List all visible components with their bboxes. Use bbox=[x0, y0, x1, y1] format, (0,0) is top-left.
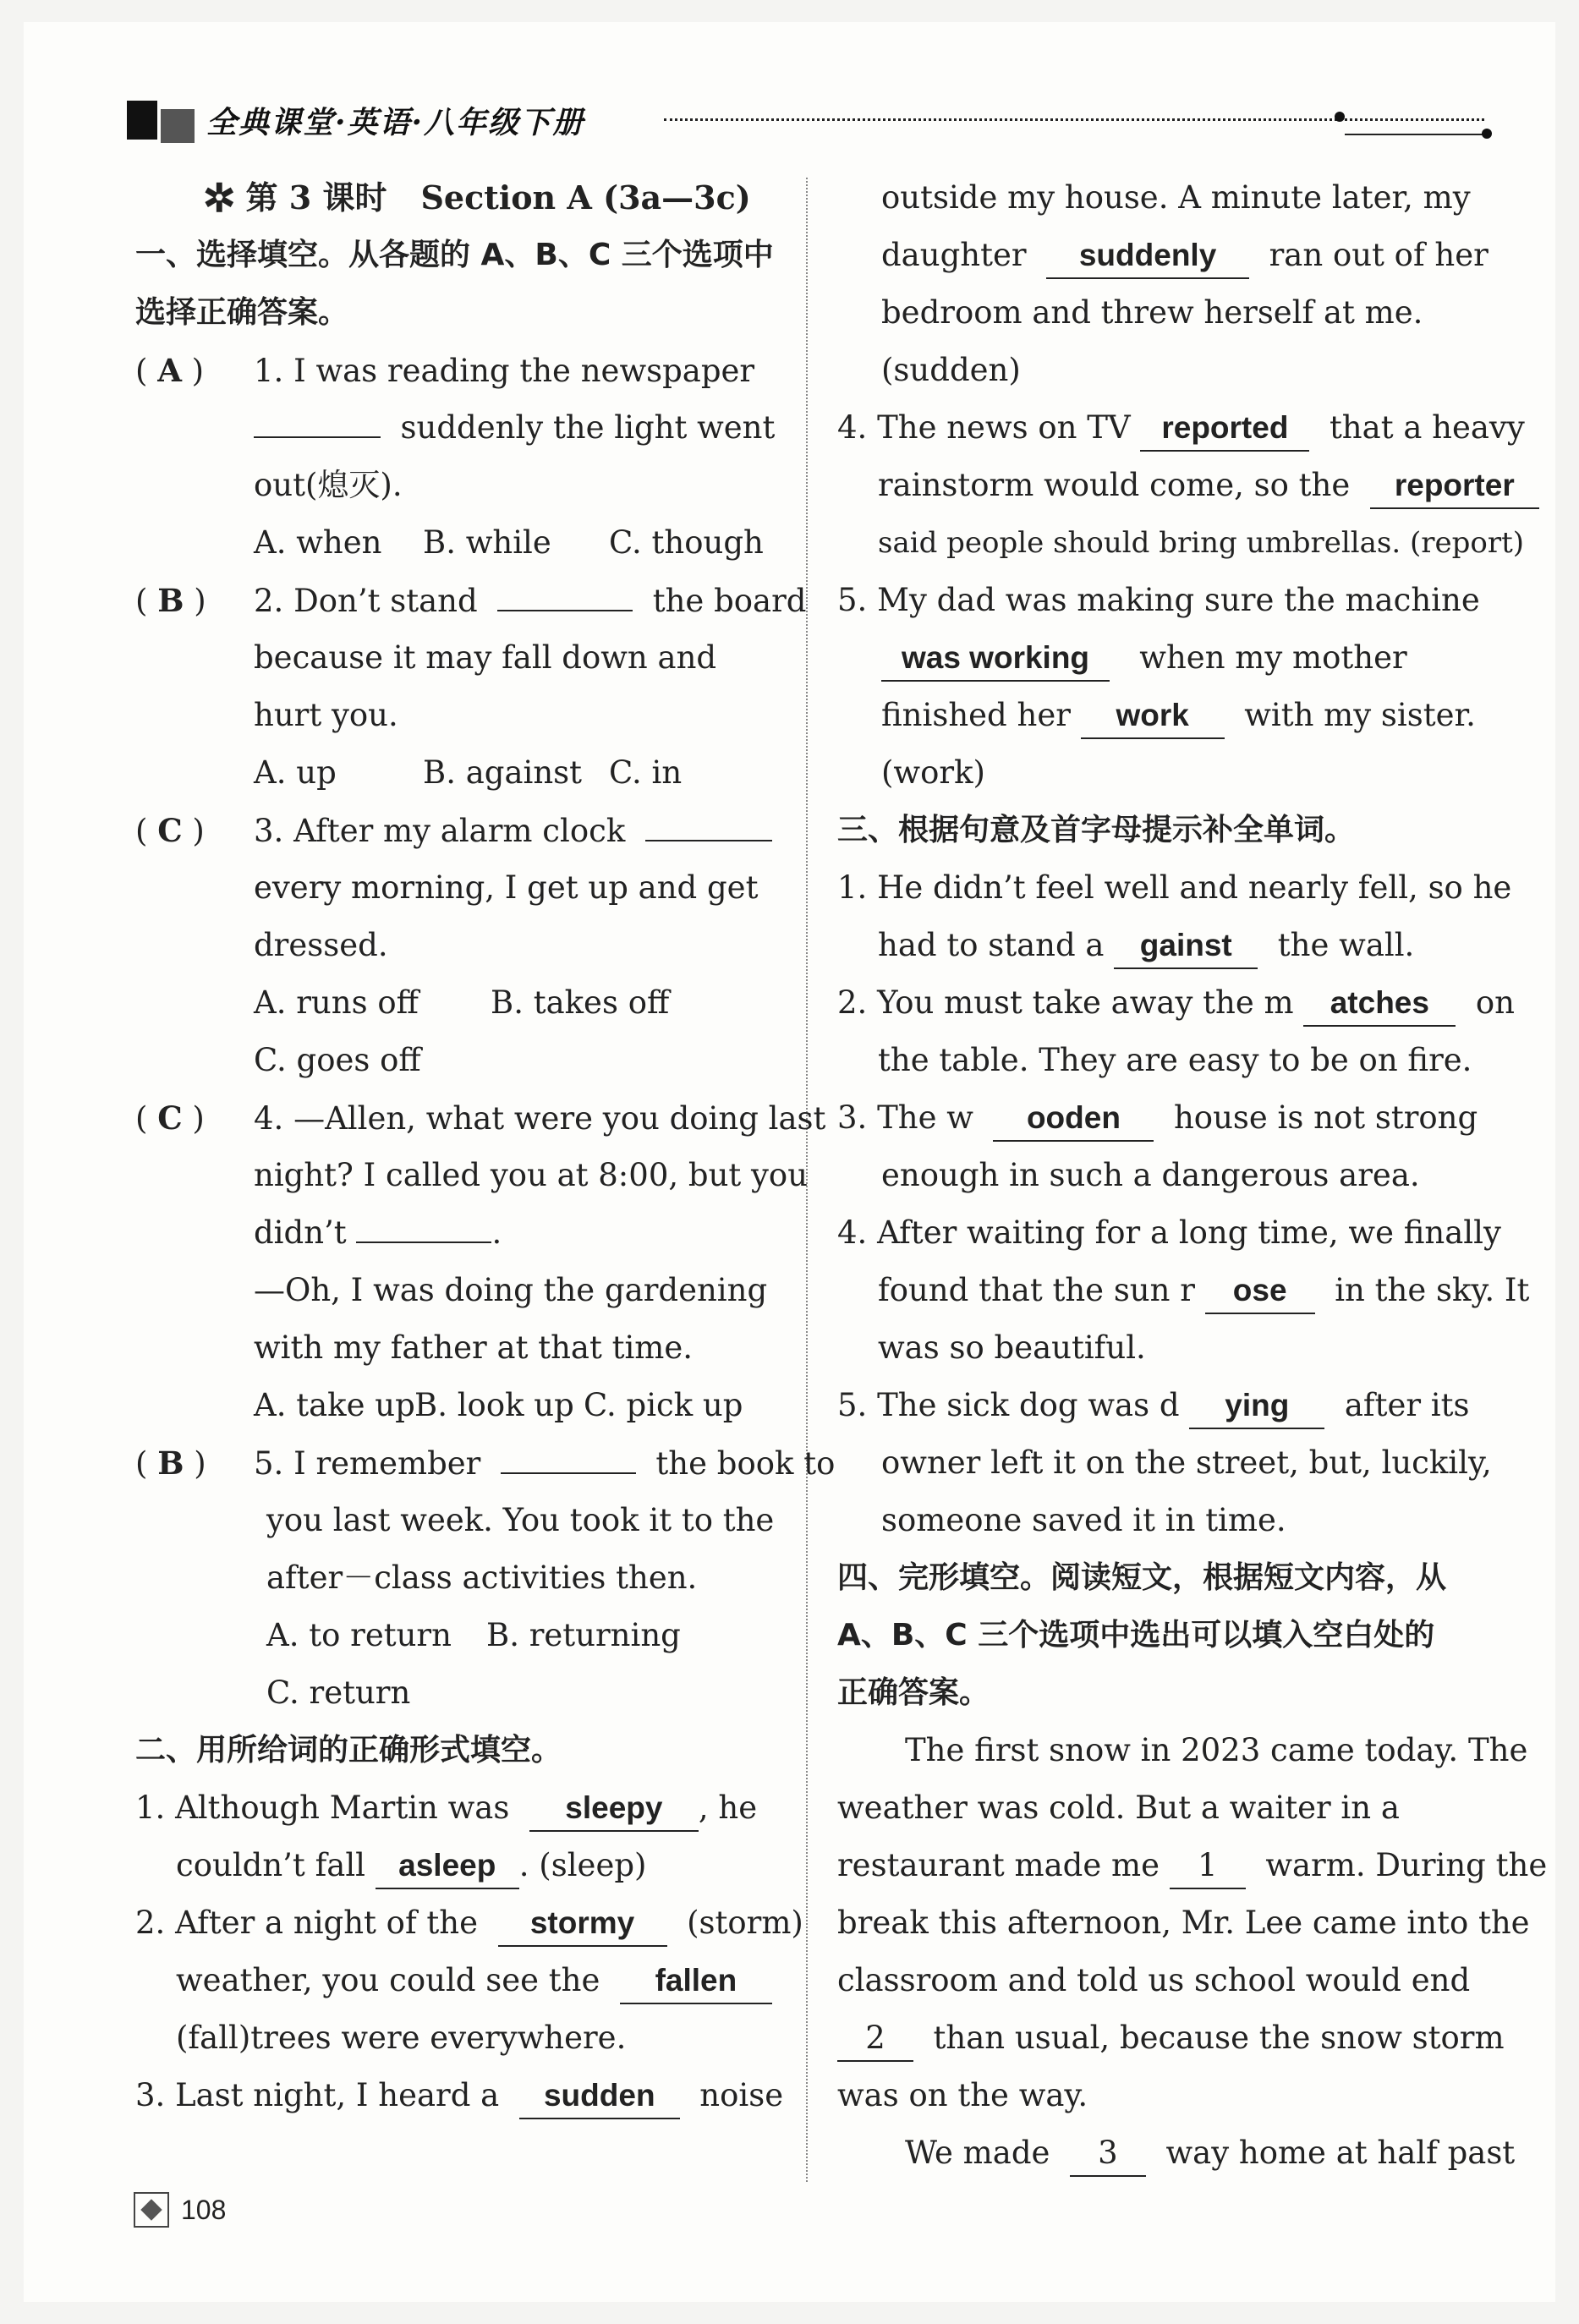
fill-question-4: 4. The news on TV reported that a heavy bbox=[837, 399, 1480, 457]
part1-title: 一、选择填空。从各题的 A、B、C 三个选项中 bbox=[135, 238, 774, 272]
passage-line: 2 than usual, because the snow storm bbox=[837, 2009, 1480, 2067]
mc-answer-5[interactable]: B bbox=[157, 1444, 184, 1482]
cloze-blank-3[interactable]: 3 bbox=[1070, 2131, 1146, 2177]
hint-question-2: 2. You must take away the m atches on bbox=[837, 974, 1480, 1032]
page-footer bbox=[134, 2192, 226, 2228]
passage-line: restaurant made me 1 warm. During the bbox=[837, 1837, 1480, 1894]
answer-fallen[interactable]: fallen bbox=[620, 1959, 772, 2004]
part1-title-2: 选择正确答案。 bbox=[135, 295, 349, 330]
cloze-blank-1[interactable]: 1 bbox=[1170, 1844, 1246, 1889]
answer-suddenly[interactable]: suddenly bbox=[1046, 233, 1249, 279]
answer-ooden[interactable]: ooden bbox=[993, 1096, 1154, 1142]
windmill-icon: ✲ bbox=[203, 175, 236, 221]
answer-stormy[interactable]: stormy bbox=[498, 1901, 667, 1947]
hint-question-3: 3. The w ooden house is not strong bbox=[837, 1089, 1480, 1147]
fill-question-3: 3. Last night, I heard a sudden noise bbox=[135, 2067, 778, 2124]
answer-blank[interactable] bbox=[254, 403, 381, 438]
answer-reporter[interactable]: reporter bbox=[1370, 463, 1539, 509]
answer-reported[interactable]: reported bbox=[1140, 406, 1309, 452]
hint-question-4: 4. After waiting for a long time, we finally bbox=[837, 1214, 1501, 1251]
mc-question-4: ( C ) 4. —Allen, what were you doing last bbox=[135, 1099, 826, 1137]
part3-title: 三、根据句意及首字母提示补全单词。 bbox=[837, 813, 1356, 847]
header-title: 全典课堂·英语·八年级下册 bbox=[206, 104, 585, 140]
diamond-icon bbox=[134, 2192, 169, 2228]
passage-line: break this afternoon, Mr. Lee came into the bbox=[837, 1905, 1530, 1941]
header-block-icon-secondary bbox=[161, 109, 195, 143]
answer-asleep[interactable]: asleep bbox=[376, 1844, 519, 1889]
answer-blank[interactable] bbox=[645, 806, 772, 841]
answer-was-working[interactable]: was working bbox=[881, 636, 1110, 682]
fill-question-5: 5. My dad was making sure the machine bbox=[837, 582, 1480, 618]
header-block-icon bbox=[127, 101, 157, 140]
mc-options-1: A. when B. while C. though bbox=[254, 524, 764, 561]
lesson-title bbox=[135, 169, 778, 227]
mc-question-5: ( B ) 5. I remember the book to bbox=[135, 1434, 778, 1492]
answer-blank[interactable] bbox=[497, 576, 633, 611]
mc-answer-2[interactable]: B bbox=[157, 582, 184, 619]
mc-answer-4[interactable]: C bbox=[157, 1099, 183, 1137]
mc-question-3: ( C ) 3. After my alarm clock bbox=[135, 802, 778, 859]
part4-title-2: A、B、C 三个选项中选出可以填入空白处的 bbox=[837, 1618, 1435, 1653]
part4-title-3: 正确答案。 bbox=[837, 1675, 990, 1710]
answer-ose[interactable]: ose bbox=[1205, 1269, 1315, 1314]
passage-line: The first snow in 2023 came today. The bbox=[905, 1732, 1528, 1768]
mc-options-5: A. to return B. returning bbox=[266, 1617, 681, 1653]
right-column: outside my house. A minute later, my daughter suddenly ran out of her bedroom and threw herself at me. (sudden) 4. The news on TV reported that a heavy rainstorm would come, so the reporter said people should bring umbrellas. (report) 5. My dad was making sure the machine was working when my mother finished her work with my sister. (work) 三、根据句意及首字母提示补全单词。 1. He didn’t feel well and nearly fell, so he had to stand a gainst the wall. 2. You must take away the m atches on the table. They are easy to be on fire. 3. The w ooden house is not strong enough in such a dangerous area. 4. After waiting for a long time, we finally found that the sun r ose in the sky. It was so beautiful. 5. The sick dog was d ying after its owner left it on the street, but, luckily, someone saved it in time. 四、完形填空。阅读短文，根据短文内容，从 A、B、C 三个选项中选出可以填入空白处的 正确答案。 The first snow in 2023 came today. The weather was cold. But a waiter in a restaurant made me 1 warm. During the break this afternoon, Mr. Lee came into the classroom and told us school would end 2 than usual, because the snow storm was on the way. We made 3 way home at half past bbox=[837, 169, 1480, 2182]
fill-question-2: 2. After a night of the stormy (storm) bbox=[135, 1894, 778, 1952]
answer-blank[interactable] bbox=[356, 1208, 491, 1243]
passage-line: classroom and told us school would end bbox=[837, 1962, 1471, 1998]
lesson-section: Section A (3a—3c) bbox=[420, 178, 751, 217]
mc-question-2: ( B ) 2. Don’t stand the board bbox=[135, 572, 778, 629]
answer-gainst[interactable]: gainst bbox=[1114, 924, 1258, 969]
mc-answer-1[interactable]: A bbox=[157, 352, 182, 389]
mc-options-3: A. runs off B. takes off bbox=[254, 984, 670, 1021]
passage-line: We made 3 way home at half past bbox=[837, 2124, 1480, 2182]
part4-title: 四、完形填空。阅读短文，根据短文内容，从 bbox=[837, 1560, 1447, 1595]
hint-question-1: 1. He didn’t feel well and nearly fell, so he bbox=[837, 869, 1512, 906]
left-column: ✲ 第 3 课时 Section A (3a—3c) 一、选择填空。从各题的 A、B、C 三个选项中 选择正确答案。 ( A ) 1. I was reading the newspaper suddenly the light went out(熄灭). A. when B. while C. though ( B ) 2. Don’t stand the board because it may fall down and hurt you. A. up B. against C. in ( C ) 3. After my alarm clock every morning, I get up and get dressed. A. runs off B. takes off C. goes off ( C ) 4. —Allen, what were you doing last night? I called you at 8:00, but you didn’t . —Oh, I was doing the gardening with my father at that time. A. take upB. look up C. pick up ( B ) 5. I remember the book to you last week. You took it to the after－class activities then. A. to return B. returning C. return 二、用所给词的正确形式填空。 1. Although Martin was sleepy , he couldn’t fall asleep . (sleep) 2. After a night of the stormy (storm) weather, you could see the fallen (fall)trees were everywhere. 3. Last night, I heard a sudden noise bbox=[135, 169, 778, 2124]
mc-question-1: ( A ) 1. I was reading the newspaper bbox=[135, 352, 755, 389]
header-dot-icon bbox=[1335, 112, 1345, 122]
header-solid-rule bbox=[1345, 134, 1489, 135]
cloze-blank-2[interactable]: 2 bbox=[837, 2016, 913, 2062]
answer-ying[interactable]: ying bbox=[1189, 1384, 1324, 1429]
part2-title: 二、用所给词的正确形式填空。 bbox=[135, 1733, 562, 1768]
passage-line: weather was cold. But a waiter in a bbox=[837, 1790, 1400, 1826]
answer-sleepy[interactable]: sleepy bbox=[529, 1786, 699, 1832]
mc-answer-3[interactable]: C bbox=[157, 812, 183, 849]
mc-options-2: A. up B. against C. in bbox=[254, 754, 683, 791]
answer-sudden[interactable]: sudden bbox=[519, 2074, 680, 2119]
answer-blank[interactable] bbox=[501, 1439, 636, 1474]
header-dotted-rule bbox=[664, 118, 1484, 121]
answer-work[interactable]: work bbox=[1081, 693, 1225, 739]
hint-question-5: 5. The sick dog was d ying after its bbox=[837, 1377, 1480, 1434]
page-number: 108 bbox=[181, 2194, 227, 2225]
page-header bbox=[127, 95, 584, 145]
answer-atches[interactable]: atches bbox=[1303, 981, 1456, 1027]
fill-question-1: 1. Although Martin was sleepy , he bbox=[135, 1779, 778, 1837]
header-dot-icon-end bbox=[1482, 129, 1492, 139]
mc-options-4: A. take upB. look up C. pick up bbox=[254, 1387, 743, 1423]
passage-line: was on the way. bbox=[837, 2077, 1088, 2113]
lesson-label: 第 3 课时 bbox=[245, 178, 387, 217]
